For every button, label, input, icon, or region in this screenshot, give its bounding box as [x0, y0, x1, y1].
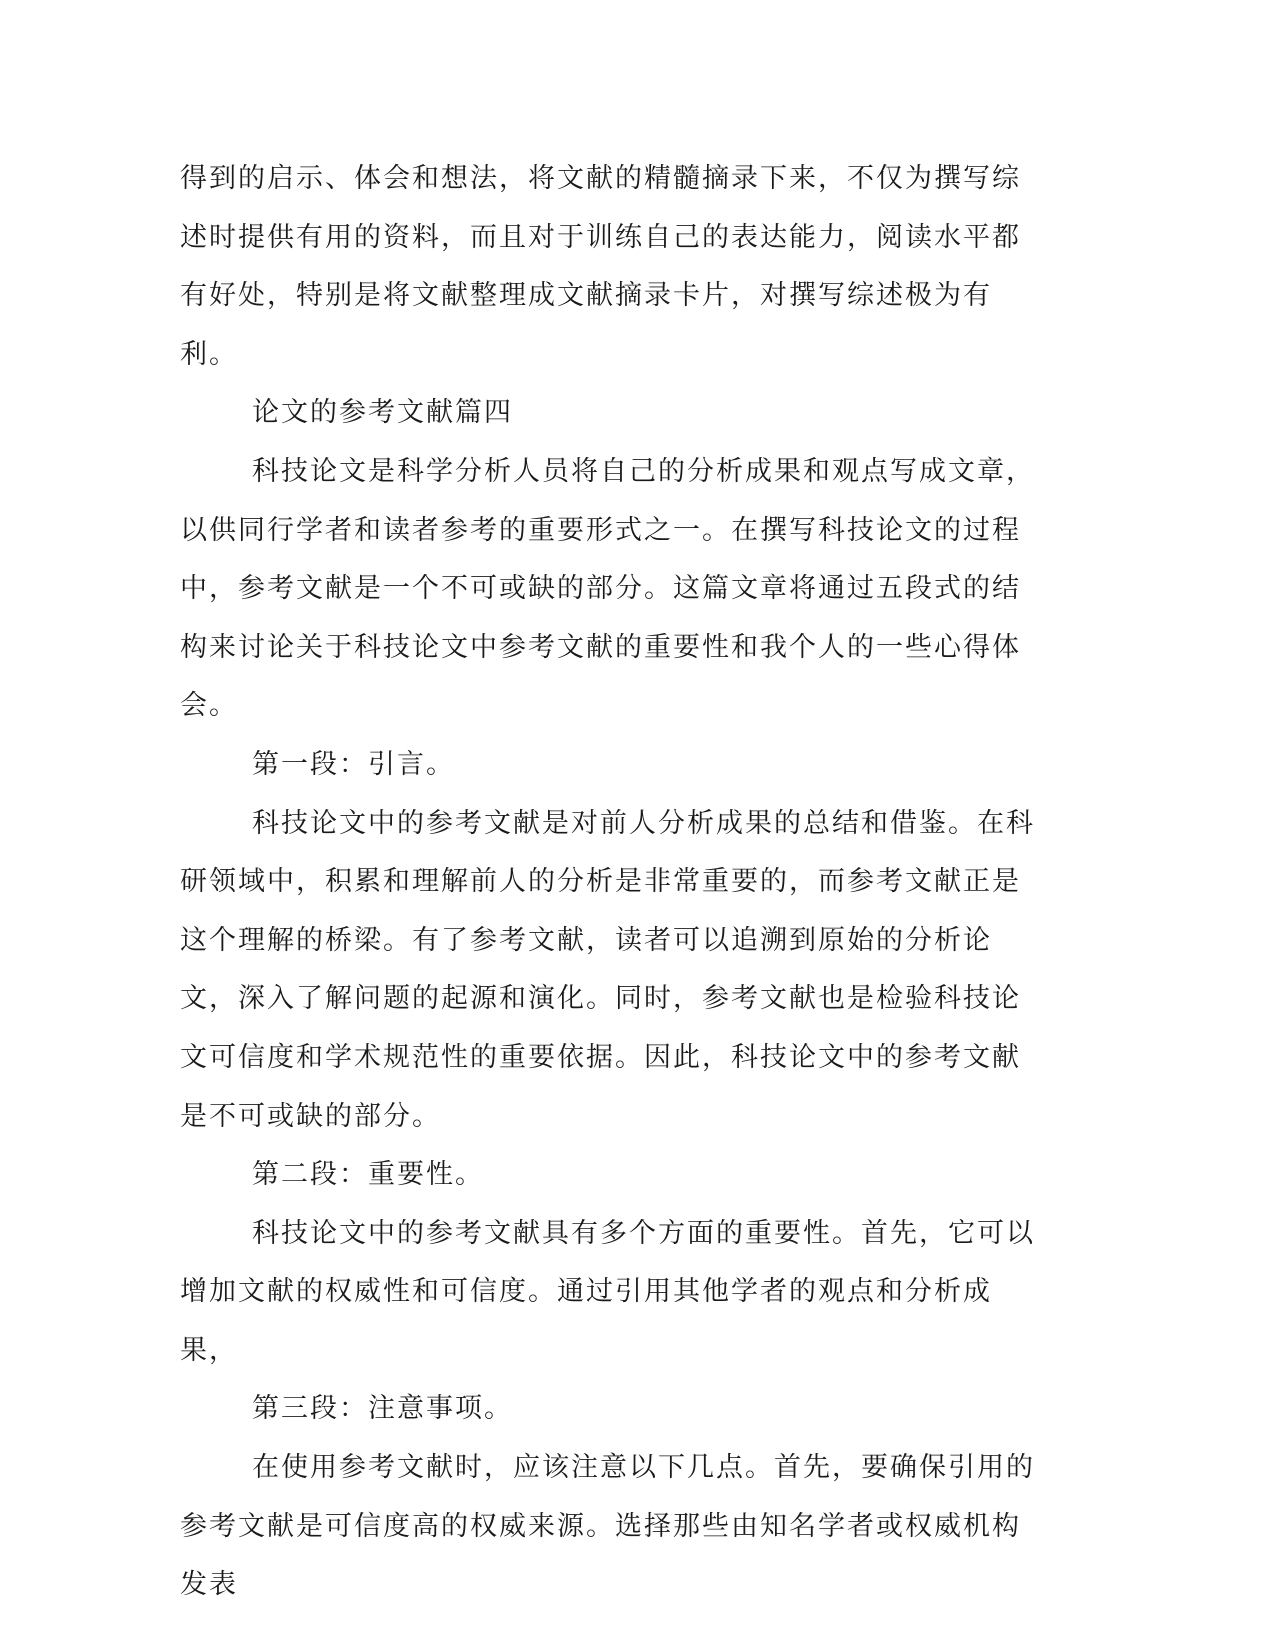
- subheading-part-two: 第二段：重要性。: [252, 1159, 484, 1191]
- paragraph-summary-benefits: 得到的启示、体会和想法，将文献的精髓摘录下来，不仅为撰写综述时提供有用的资料，而且对于训练自己的表达能力，阅读水平都有好处，特别是将文献整理成文献摘录卡片，对撰写综述极为有利。: [180, 163, 1021, 370]
- paragraph-part-three: 在使用参考文献时，应该注意以下几点。首先，要确保引用的参考文献是可信度高的权威来源。选择那些由知名学者或权威机构发表: [180, 1452, 1035, 1601]
- section-heading-part-four: 论文的参考文献篇四: [252, 397, 513, 429]
- subheading-part-one: 第一段：引言。: [252, 748, 455, 780]
- document-body: [180, 150, 1040, 1615]
- paragraph-introduction: 科技论文是科学分析人员将自己的分析成果和观点写成文章，以供同行学者和读者参考的重要形式之一。在撰写科技论文的过程中，参考文献是一个不可或缺的部分。这篇文章将通过五段式的结构来讨论关于科技论文中参考文献的重要性和我个人的一些心得体会。: [180, 455, 1035, 722]
- subheading-part-three: 第三段：注意事项。: [252, 1393, 513, 1425]
- paragraph-part-one: 科技论文中的参考文献是对前人分析成果的总结和借鉴。在科研领域中，积累和理解前人的分析是非常重要的，而参考文献正是这个理解的桥梁。有了参考文献，读者可以追溯到原始的分析论文，深入了解问题的起源和演化。同时，参考文献也是检验科技论文可信度和学术规范性的重要依据。因此，科技论文中的参考文献是不可或缺的部分。: [180, 807, 1035, 1132]
- paragraph-part-two: 科技论文中的参考文献具有多个方面的重要性。首先，它可以增加文献的权威性和可信度。通过引用其他学者的观点和分析成果，: [180, 1217, 1035, 1366]
